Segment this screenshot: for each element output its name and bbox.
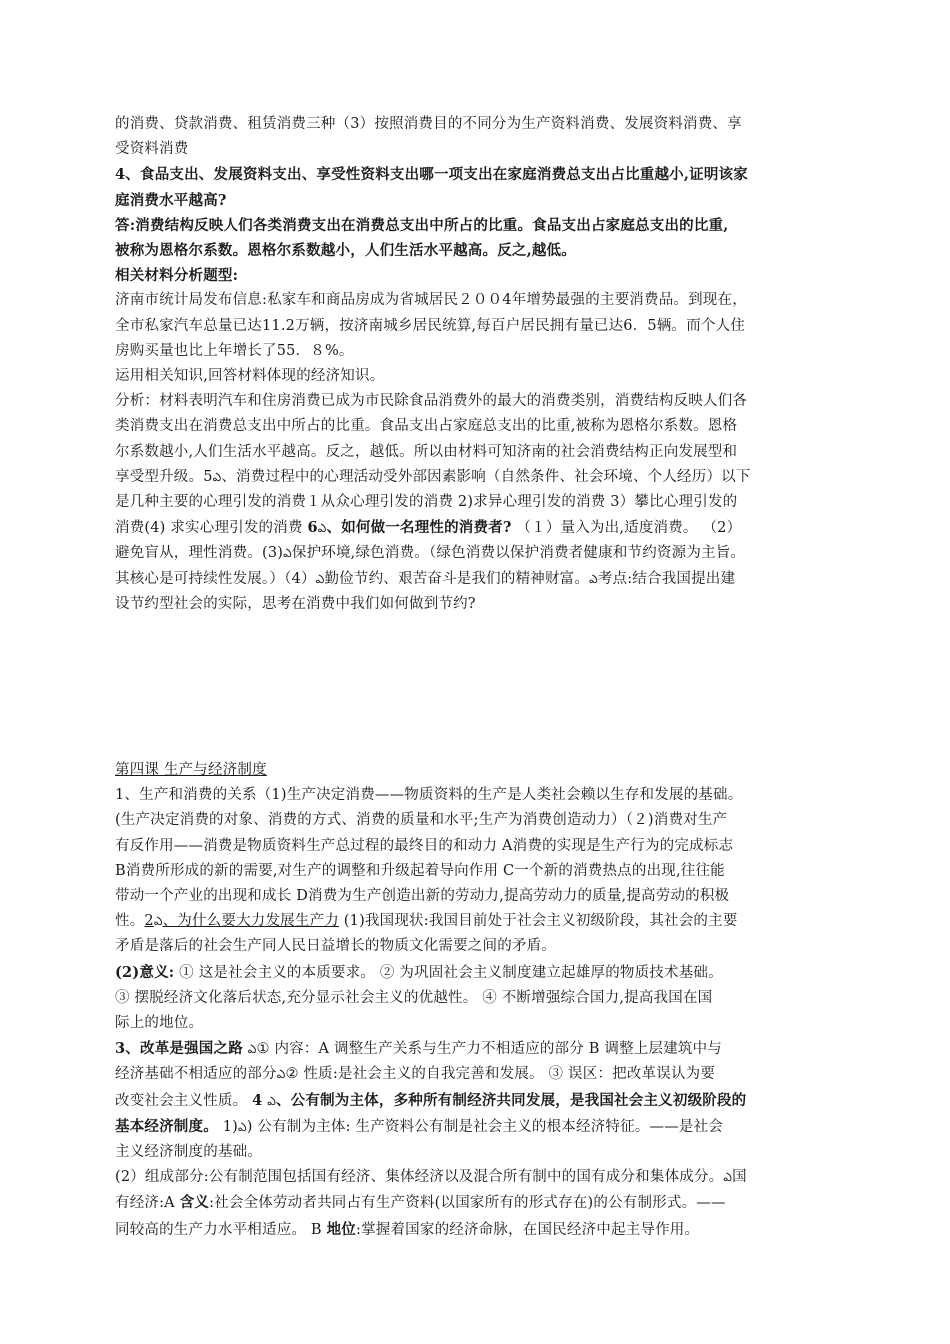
paragraph-line [115,909,837,934]
paragraph-line: 矛盾是落后的社会生产同人民日益增长的物质文化需要之间的矛盾。 [115,938,556,955]
bullet-glyph-icon: ఎ [238,1119,247,1134]
analysis-text: 是几种主要的心理引发的消费１从众心理引发的消费 2)求异心理引发的消费 3）攀比心理引发的 [115,494,738,511]
bullet-glyph-icon: ఎ [276,1067,286,1082]
paragraph-line [115,1217,837,1243]
analysis-fragment: 避免盲从，理性消费。(3) [115,545,284,562]
paragraph-line: 际上的地位。 [115,1015,204,1032]
paragraph-line [115,1190,837,1216]
paragraph-fragment: (1)我国现状:我国目前处于社会主义初级阶段，其社会的主要 [338,913,738,930]
analysis-text [115,465,837,490]
paragraph-line: B消费所形成的新的需要,对生产的调整和升级起着导向作用 C一个新的消费热点的出现,往往能 [115,862,725,879]
analysis-fragment: 勤俭节约、艰苦奋斗是我们的精神财富。 [324,570,590,587]
bullet-glyph-icon: ఎ [267,1093,276,1108]
question-6-number: 6 [307,519,318,537]
paragraph-line: 有反作用——消费是物质资料生产总过程的最终目的和动力 A消费的实现是生产行为的完成标志 [115,837,734,854]
bullet-glyph-icon: ఎ [315,571,325,586]
analysis-fragment: 消费(4) 求实心理引发的消费 [115,520,303,537]
paragraph-fragment: 性。 [115,913,145,930]
paragraph-fragment: 改变社会主义性质。 [115,1092,248,1109]
significance-label: (2)意义: [115,963,175,981]
paragraph-line: ③ 摆脱经济文化落后状态,充分显示社会主义的优越性。 ④ 不断增强综合国力,提高我国在国 [115,989,713,1006]
status-label: 地位 [326,1220,356,1238]
intro-line: 受资料消费 [115,141,189,158]
paragraph-fragment: 国 [732,1169,747,1186]
analysis-fragment: 保护环境,绿色消费。（绿色消费以保护消费者健康和节约资源为主旨。 [291,545,746,562]
consumption-section [115,112,837,617]
paragraph-fragment: 1) [217,1118,238,1135]
related-material-heading: 相关材料分析题型: [115,267,239,285]
analysis-fragment: 、消费过程中的心理活动受外部因素影响（自然条件、社会环境、个人经历）以下 [221,468,751,485]
bullet-glyph-icon: ఎ [212,469,222,484]
paragraph-line: 1、生产和消费的关系（1)生产决定消费——物质资料的生产是人类社会赖以生存和发展的基础。 [115,787,743,804]
definition-label: 含义 [179,1194,210,1212]
intro-line: 的消费、贷款消费、租赁消费三种（3）按照消费目的不同分为生产资料消费、发展资料消费、享 [115,116,742,132]
analysis-text: 分析：材料表明汽车和住房消费已成为市民除食品消费外的最大的消费类别，消费结构反映人们各 [115,393,748,410]
analysis-text: 尔系数越小,人们生活水平越高。反之，越低。所以由材料可知济南的社会消费结构正向发展型和 [115,443,738,460]
heading-4-title: 基本经济制度。 [115,1117,218,1135]
bullet-glyph-icon: ఎ [723,1170,733,1185]
analysis-text [115,541,837,566]
paragraph-line [115,1088,837,1114]
heading-4-title: 、公有制为主体，多种所有制经济共同发展，是我国社会主义初级阶段的 [275,1091,747,1109]
task-text: 运用相关知识,回答材料体现的经济知识。 [115,368,385,385]
question-4-title: 庭消费水平越高? [115,191,227,209]
material-text: 房购买量也比上年增长了55．８%。 [115,342,354,359]
bullet-glyph-icon: ఎ [247,1042,257,1057]
bullet-glyph-icon: ఎ [283,546,292,561]
paragraph-fragment: (2）组成部分:公有制范围包括国有经济、集体经济以及混合所有制中的国有成分和集体成分。 [115,1169,724,1186]
paragraph-fragment: 同较高的生产力水平相适应。 B [115,1221,327,1238]
paragraph-fragment: ② 性质:是社会主义的自我完善和发展。 ③ 误区：把改革误认为要 [285,1066,716,1083]
paragraph-fragment: :社会全体劳动者共同占有生产资料(以国家所有的形式存在)的公有制形式。—— [209,1195,726,1212]
analysis-fragment: 享受型升级。5 [115,468,213,485]
heading-2-title: 、为什么要大力发展生产力 [162,913,339,930]
paragraph-line: (生产决定消费的对象、消费的方式、消费的质量和水平;生产为消费创造动力）（２)消费对生产 [115,812,728,829]
question-6-title: 、如何做一名理性的消费者? [326,519,512,537]
paragraph-fragment: ) 公有制为主体: 生产资料公有制是社会主义的根本经济特征。——是社会 [246,1118,723,1135]
analysis-text [115,515,837,541]
question-4-title: 4、食品支出、发展资料支出、享受性资料支出哪一项支出在家庭消费总支出占比重越小,证明该家 [115,166,748,184]
lesson-title: 第四课 生产与经济制度 [115,762,267,778]
paragraph-line [115,1114,837,1140]
analysis-fragment: （１）量入为出,适度消费。 （2） [516,520,742,537]
paragraph-line: 主义经济制度的基础。 [115,1144,262,1161]
material-text: 全市私家汽车总量已达11.2万辆，按济南城乡居民统算,每百户居民拥有量已达6．5辆。而个人住 [115,317,746,334]
heading-2-number: 2 [144,913,154,930]
answer-text: 答:消费结构反映人们各类消费支出在消费总支出中所占的比重。食品支出占家庭总支出的比重, [115,216,729,234]
analysis-text: 类消费支出在消费总支出中所占的比重。食品支出占家庭总支出的比重,被称为恩格尔系数。恩格 [115,418,738,435]
heading-4-number: 4 [252,1091,263,1109]
production-section [115,758,837,1243]
paragraph-fragment: ① 这是社会主义的本质要求。 ② 为巩固社会主义制度建立起雄厚的物质技术基础。 [174,964,723,981]
paragraph-line: 带动一个产业的出现和成长 D消费为生产创造出新的劳动力,提高劳动力的质量,提高劳动的积极 [115,888,730,905]
bullet-glyph-icon: ఎ [589,571,598,586]
answer-text: 被称为恩格尔系数。恩格尔系数越小，人们生活水平越高。反之,越低。 [115,242,576,260]
paragraph-fragment: 经济基础不相适应的部分 [115,1066,277,1083]
bullet-glyph-icon: ఎ [317,521,327,536]
analysis-fragment: 考点:结合我国提出建 [597,570,736,587]
analysis-text [115,567,837,592]
analysis-text: 设节约型社会的实际，思考在消费中我们如何做到节约? [115,595,476,612]
analysis-fragment: 其核心是可持续性发展。）（4） [115,570,316,587]
paragraph-line [115,960,837,986]
paragraph-fragment: 有经济:A [115,1195,180,1212]
heading-3-title: 3、改革是强国之路 [115,1040,243,1058]
paragraph-fragment: :掌握着国家的经济命脉，在国民经济中起主导作用。 [355,1221,700,1238]
paragraph-line [115,1036,837,1062]
paragraph-line [115,1165,837,1190]
paragraph-line [115,1062,837,1087]
material-text: 济南市统计局发布信息:私家车和商品房成为省城居民２００4年增势最强的主要消费品。到现在， [115,292,747,309]
bullet-glyph-icon: ఎ [153,914,163,929]
paragraph-fragment: ① 内容：A 调整生产关系与生产力不相适应的部分 B 调整上层建筑中与 [256,1041,722,1058]
